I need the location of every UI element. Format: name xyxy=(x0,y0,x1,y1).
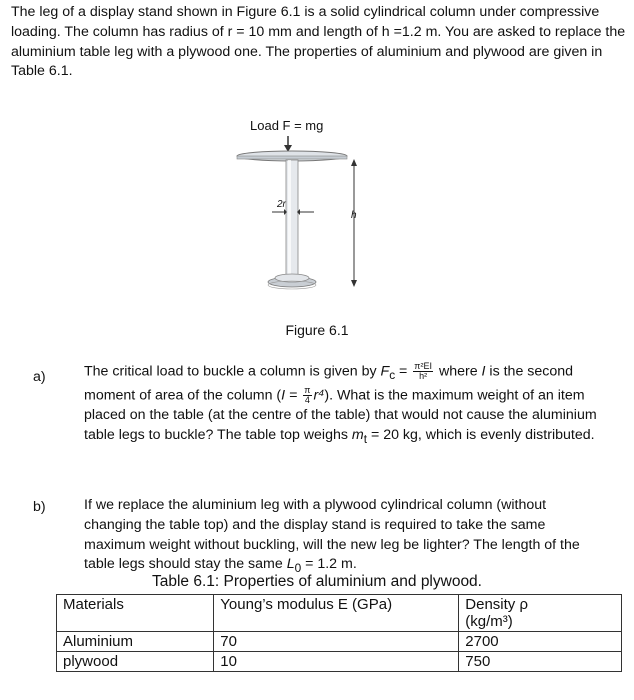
question-b-text: If we replace the aluminium leg with a plywood cylindrical column (without changing the table top) and the display stand is required to take the same maximum weight without buckling, will the new leg be lighter? The length of the table legs should stay the same $L_0 = 1.2$ m. xyxy=(84,497,580,576)
table-title: Table 6.1: Properties of aluminium and plywood. xyxy=(152,573,482,590)
figure-display-stand xyxy=(230,112,400,317)
table-row xyxy=(57,632,622,652)
table-header-row xyxy=(57,595,622,632)
cell-modulus: 10 xyxy=(214,652,459,672)
radius-label: 2r xyxy=(277,199,286,210)
header-materials: Materials xyxy=(57,595,214,632)
column-highlight xyxy=(288,160,291,276)
header-density: Density ρ (kg/m³) xyxy=(459,595,622,632)
cell-density: 2700 xyxy=(459,632,622,652)
figure-caption: Figure 6.1 xyxy=(285,322,349,338)
cell-modulus: 70 xyxy=(214,632,459,652)
cell-density: 750 xyxy=(459,652,622,672)
table-row xyxy=(57,652,622,672)
table-top-edge xyxy=(237,156,347,159)
question-a-label: a) xyxy=(33,369,46,385)
question-b-label: b) xyxy=(33,499,46,515)
height-arrowhead-top xyxy=(351,159,357,166)
display-stand-diagram xyxy=(230,112,400,317)
inertia-fraction: $\frac{\pi}{4}$ xyxy=(304,384,311,405)
load-label: Load F = mg xyxy=(250,118,324,133)
column-leg xyxy=(286,160,298,276)
height-label: h xyxy=(351,210,357,221)
question-a-text: The critical load to buckle a column is given by $F_c$ = $\frac{\text{π²EI}}{\text{h²}}$ where I is the second moment of area of the column (I = $\frac{\pi}{4}$ r⁴). What is the maximum weight of an item placed on the table (at the centre of the table) that would not cause the aluminium table legs to buckle? The table top weighs $m_t = 20$ kg, which is evenly distributed. xyxy=(84,361,597,446)
header-youngs-modulus: Young’s modulus E (GPa) xyxy=(214,595,459,632)
properties-table xyxy=(56,594,622,672)
cell-material: plywood xyxy=(57,652,214,672)
problem-intro: The leg of a display stand shown in Figure 6.1 is a solid cylindrical column under compressive loading. The column has radius of r = 10 mm and length of h =1.2 m. You are asked to replace the aluminium table leg with a plywood one. The properties of aluminium and plywood are given in Table 6.1. xyxy=(11,4,626,80)
cell-material: Aluminium xyxy=(57,632,214,652)
height-arrowhead-bottom xyxy=(351,280,357,287)
critical-load-fraction: $\frac{\text{π²EI}}{\text{h²}}$ xyxy=(414,361,432,381)
